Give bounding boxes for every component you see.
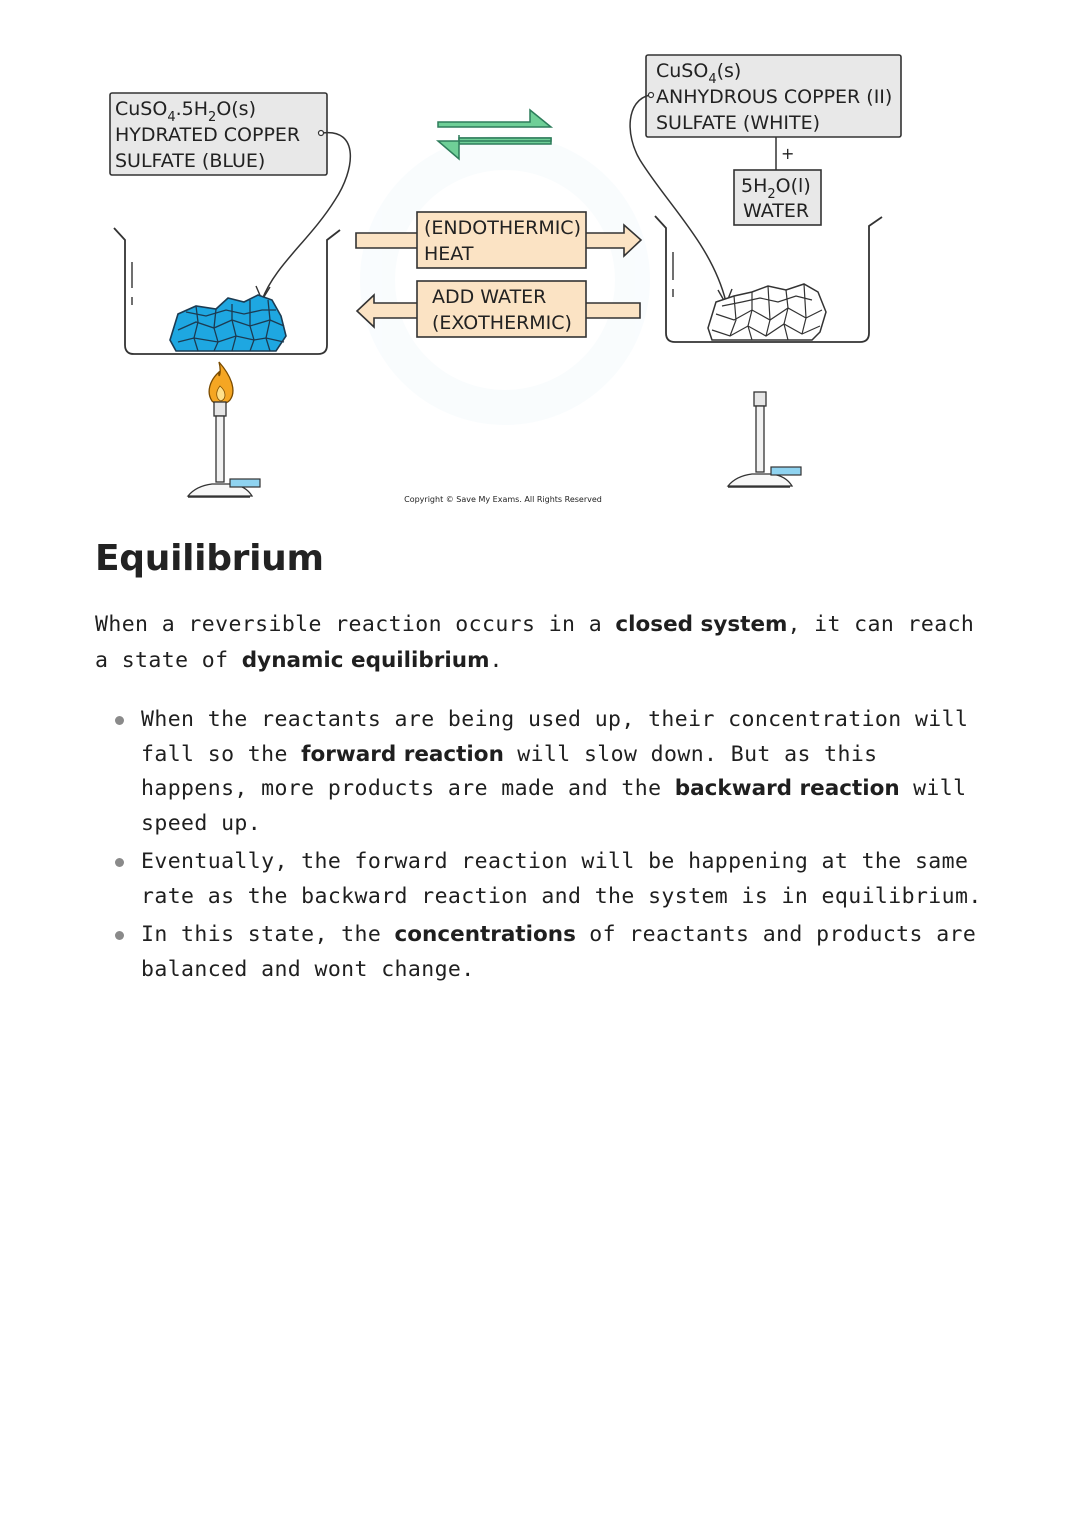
- svg-text:ANHYDROUS COPPER (II): ANHYDROUS COPPER (II): [656, 86, 893, 108]
- bullet-dot-icon: [115, 858, 124, 867]
- list-item: Eventually, the forward reaction will be happening at the same rate as the backward reaction and the system is in equilibrium.: [95, 845, 995, 914]
- svg-text:SULFATE (WHITE): SULFATE (WHITE): [656, 112, 821, 134]
- bullet-list: [95, 703, 995, 987]
- anhydrous-copper-sulfate-label: [646, 55, 901, 137]
- reversible-reaction-diagram: [0, 0, 1080, 520]
- section-heading: Equilibrium: [95, 538, 324, 579]
- plus-sign: +: [781, 144, 795, 163]
- svg-text:CuSO4(s): CuSO$_4$(s): [656, 60, 742, 87]
- article-content: [95, 538, 995, 991]
- svg-text:5H2O(l): $5H_2O(l)$: [741, 175, 811, 202]
- unlit-bunsen-burner: [728, 392, 801, 487]
- water-label: [734, 170, 821, 225]
- svg-text:HEAT: HEAT: [424, 243, 474, 265]
- white-crystals: [708, 284, 826, 340]
- lit-bunsen-burner: [188, 362, 260, 497]
- svg-text:CuSO4.5H2O(s): $CuSO_4.5H_2O(s)$: [115, 98, 256, 125]
- svg-text:(ENDOTHERMIC): (ENDOTHERMIC): [424, 217, 581, 239]
- bullet-dot-icon: [115, 716, 124, 725]
- copyright-note: Copyright © Save My Exams. All Rights Reserved: [404, 495, 602, 504]
- svg-text:(EXOTHERMIC): (EXOTHERMIC): [432, 312, 572, 334]
- svg-text:ADD WATER: ADD WATER: [432, 286, 547, 308]
- watermark-logo: [360, 135, 650, 425]
- blue-crystals: [170, 295, 286, 351]
- svg-text:WATER: WATER: [743, 200, 810, 222]
- list-item: In this state, the concentrations of reactants and products are balanced and wont change.: [95, 918, 995, 987]
- svg-text:SULFATE (BLUE): SULFATE (BLUE): [115, 150, 266, 172]
- list-item: When the reactants are being used up, their concentration will fall so the forward reaction will slow down. But as this happens, more products are made and the backward reaction will speed up.: [95, 703, 995, 841]
- intro-paragraph: When a reversible reaction occurs in a closed system, it can reach a state of dynamic equilibrium.: [95, 612, 975, 673]
- hydrated-copper-sulfate-label: [110, 93, 327, 175]
- svg-text:HYDRATED COPPER: HYDRATED COPPER: [115, 124, 301, 146]
- bullet-dot-icon: [115, 931, 124, 940]
